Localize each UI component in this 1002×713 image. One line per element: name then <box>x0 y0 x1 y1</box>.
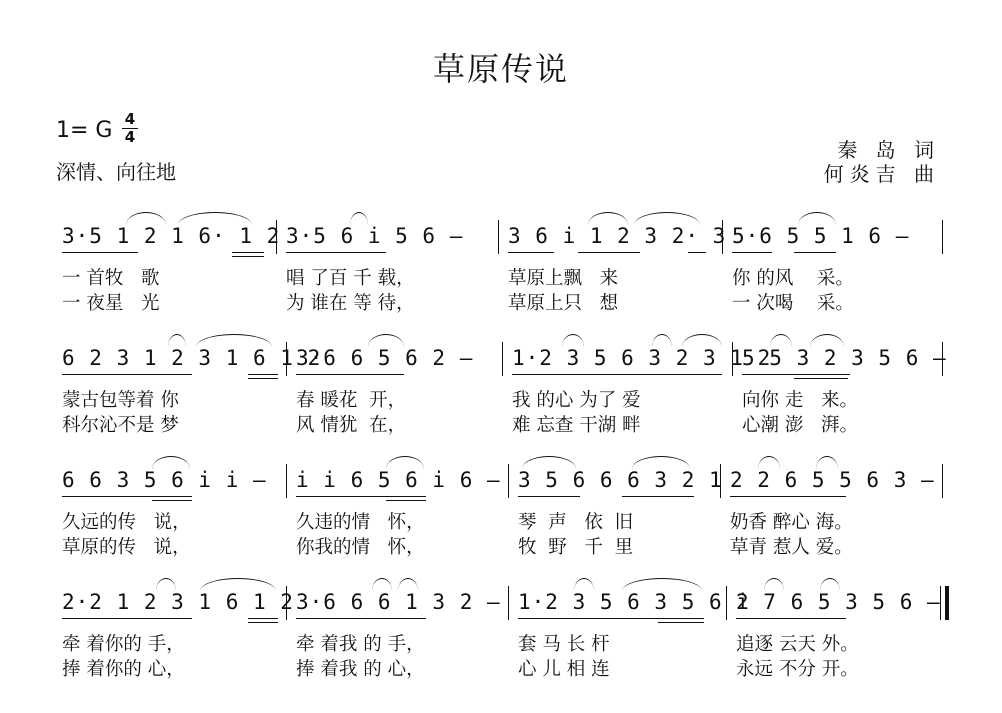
measure <box>724 458 938 578</box>
underline <box>658 622 704 623</box>
jianpu-notes: 1·2 3 5 6 3 2 3 1 2 <box>512 346 772 370</box>
lyric-verse-1: 一 首牧 歌 <box>62 268 160 289</box>
measure <box>56 336 322 456</box>
jianpu-notes: 3·6 6 5 6 2 – <box>296 346 474 370</box>
underline <box>62 252 138 253</box>
barline <box>508 586 509 620</box>
lyric-verse-2: 心 儿 相 连 <box>518 659 610 680</box>
lyric-verse-2: 草青 惹人 爱。 <box>730 537 853 558</box>
time-signature-top: 4 <box>124 110 136 128</box>
barline <box>508 464 509 498</box>
music-system-3 <box>56 458 946 578</box>
underline <box>794 252 836 253</box>
measure <box>512 458 723 578</box>
lyric-verse-1: 久远的传 说， <box>62 512 191 533</box>
barline <box>286 586 287 620</box>
barline <box>502 342 503 376</box>
measure <box>290 336 496 456</box>
underline <box>730 496 846 497</box>
measure <box>512 580 750 700</box>
barline <box>732 342 733 376</box>
underline <box>232 252 264 253</box>
key-signature: 1= G <box>56 118 113 143</box>
underline <box>518 496 580 497</box>
measure <box>726 214 938 334</box>
underline <box>512 374 722 375</box>
underline <box>248 622 278 623</box>
jianpu-notes: 3·6 6 6 1 3 2 – <box>296 590 501 614</box>
underline <box>62 374 192 375</box>
lyric-verse-1: 久违的情 怀， <box>296 512 425 533</box>
underline <box>248 378 278 379</box>
underline <box>794 378 848 379</box>
barline <box>286 464 287 498</box>
underline <box>386 500 426 501</box>
jianpu-notes: 3 6 i 1 2 3 2· 3 <box>508 224 727 248</box>
lyric-verse-2: 草原上只 想 <box>508 293 619 314</box>
lyric-verse-1: 草原上飘 来 <box>508 268 619 289</box>
lyric-verse-1: 奶香 醉心 海。 <box>730 512 853 533</box>
lyric-verse-1: 琴 声 依 旧 <box>518 512 634 533</box>
composer-credit: 何炎吉 曲 <box>823 162 940 186</box>
lyric-verse-1: 你 的风 采。 <box>732 268 854 289</box>
barline <box>942 464 943 498</box>
lyric-verse-2: 心潮 澎 湃。 <box>742 415 859 436</box>
jianpu-notes: 3 5 6 6 6 3 2 1 <box>518 468 723 492</box>
lyric-verse-1: 唱 了百 千 载， <box>286 268 415 289</box>
underline <box>286 252 386 253</box>
music-system-4 <box>56 580 946 700</box>
barline <box>286 342 287 376</box>
barline <box>722 220 723 254</box>
lyricist-credit: 秦 岛 词 <box>837 138 940 162</box>
underline <box>736 618 846 619</box>
lyric-verse-2: 你我的情 怀， <box>296 537 425 558</box>
lyric-verse-2: 永远 不分 开。 <box>736 659 859 680</box>
jianpu-notes: 5 5 3 2 3 5 6 – <box>742 346 947 370</box>
underline <box>62 618 192 619</box>
jianpu-notes: 1·2 3 5 6 3 5 6 i <box>518 590 750 614</box>
lyric-verse-1: 牵 着我 的 手， <box>296 634 425 655</box>
underline <box>508 252 554 253</box>
underline <box>688 252 706 253</box>
music-system-2 <box>56 336 946 456</box>
lyric-verse-2: 草原的传 说， <box>62 537 191 558</box>
jianpu-notes: 5·6 5 5 1 6 – <box>732 224 910 248</box>
lyric-verse-1: 牵 着你的 手， <box>62 634 185 655</box>
underline <box>578 252 640 253</box>
music-system-1 <box>56 214 946 334</box>
lyric-verse-2: 科尔沁不是 梦 <box>62 415 179 436</box>
jianpu-notes: 6 2 3 1 2 3 1 6 1 2 <box>62 346 322 370</box>
lyric-verse-1: 套 马 长 杆 <box>518 634 610 655</box>
lyric-verse-2: 牧 野 千 里 <box>518 537 634 558</box>
lyric-verse-2: 捧 着你的 心， <box>62 659 185 680</box>
barline <box>498 220 499 254</box>
underline <box>732 252 772 253</box>
measure <box>736 336 947 456</box>
jianpu-notes: 6 6 3 5 6 i i – <box>62 468 267 492</box>
underline <box>152 500 192 501</box>
underline <box>248 618 278 619</box>
underline <box>296 618 426 619</box>
barline <box>276 220 277 254</box>
lyric-verse-1: 春 暖花 开， <box>296 390 407 411</box>
tempo-marking: 深情、向往地 <box>56 160 176 184</box>
lyric-verse-2: 一 次喝 采。 <box>732 293 854 314</box>
measure <box>730 580 941 700</box>
barline <box>720 464 721 498</box>
jianpu-notes: 2 2 6 5 5 6 3 – <box>730 468 935 492</box>
jianpu-notes: 2 7 6 5 3 5 6 – <box>736 590 941 614</box>
measure <box>290 458 501 578</box>
underline <box>622 496 694 497</box>
jianpu-notes: 3·5 1 2 1 6· 1 2 <box>62 224 281 248</box>
lyric-verse-1: 向你 走 来。 <box>742 390 859 411</box>
lyric-verse-1: 蒙古包等着 你 <box>62 390 179 411</box>
underline <box>742 374 850 375</box>
underline <box>232 256 264 257</box>
song-title: 草原传说 <box>432 50 569 88</box>
lyric-verse-2: 捧 着我 的 心， <box>296 659 425 680</box>
underline <box>296 374 404 375</box>
lyric-verse-2: 风 情犹 在， <box>296 415 407 436</box>
jianpu-notes: i i 6 5 6 i 6 – <box>296 468 501 492</box>
barline <box>726 586 727 620</box>
measure <box>506 336 772 456</box>
measure <box>56 214 281 334</box>
underline <box>518 618 704 619</box>
measure <box>56 580 294 700</box>
barline <box>942 220 943 254</box>
underline <box>62 496 192 497</box>
lyric-verse-2: 难 忘查 干湖 畔 <box>512 415 641 436</box>
lyric-verse-2: 为 谁在 等 待， <box>286 293 415 314</box>
jianpu-notes: 2·2 1 2 3 1 6 1 2 <box>62 590 294 614</box>
measure <box>502 214 727 334</box>
lyric-verse-1: 我 的心 为了 爱 <box>512 390 641 411</box>
underline <box>296 496 426 497</box>
measure <box>280 214 494 334</box>
lyric-verse-2: 一 夜星 光 <box>62 293 160 314</box>
barline <box>942 342 943 376</box>
time-signature-bottom: 4 <box>124 128 136 146</box>
underline <box>248 374 278 375</box>
lyric-verse-1: 追逐 云天 外。 <box>736 634 859 655</box>
jianpu-notes: 3·5 6 i 5 6 – <box>286 224 464 248</box>
time-signature <box>122 112 138 145</box>
measure <box>56 458 282 578</box>
final-barline <box>940 586 949 620</box>
measure <box>290 580 504 700</box>
